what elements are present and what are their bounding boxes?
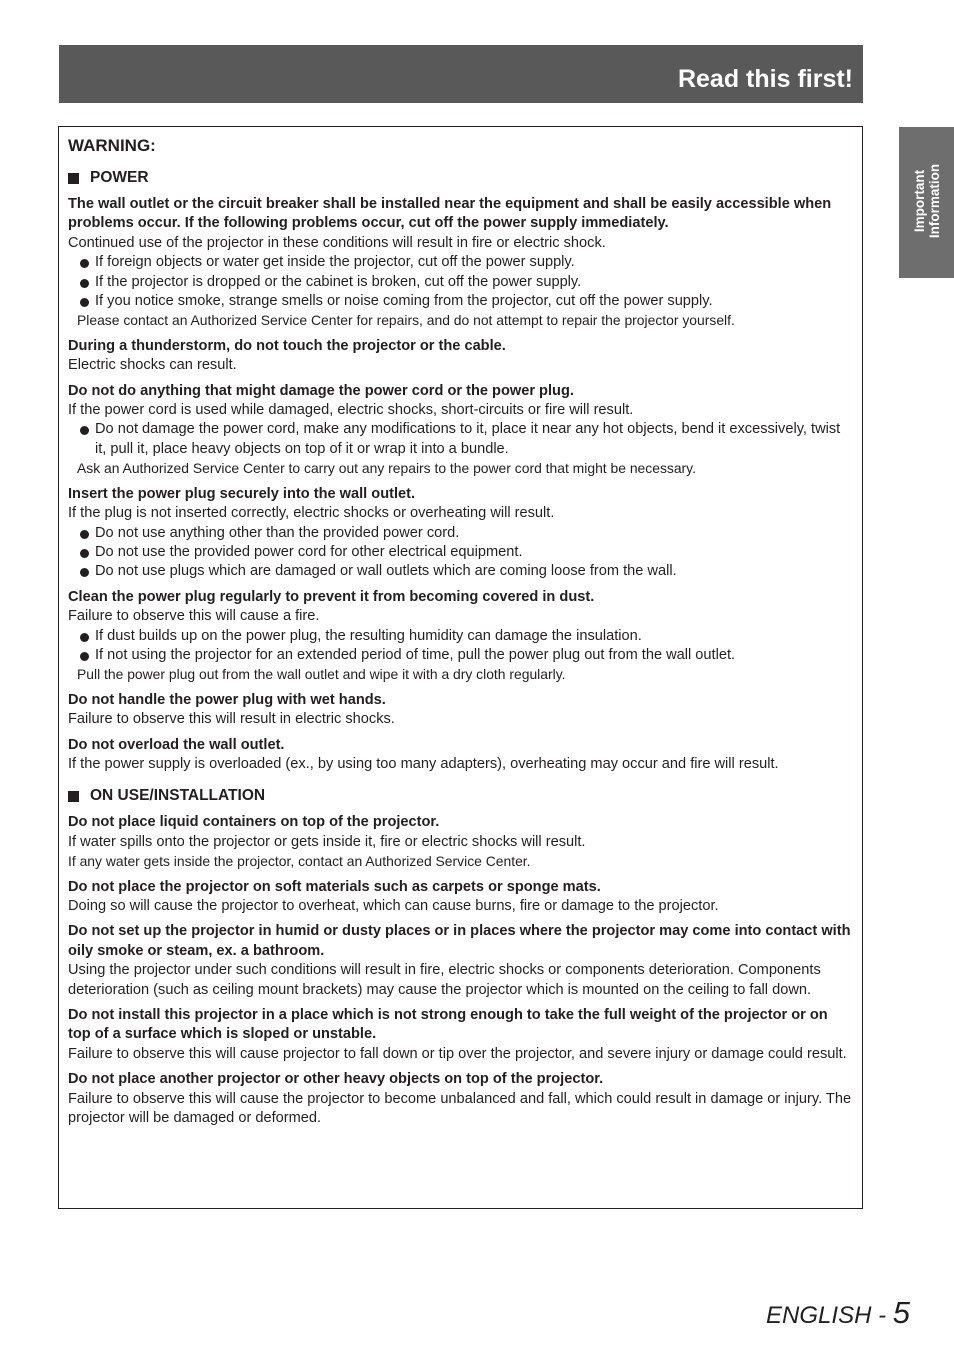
- warning-item: [68, 588, 854, 685]
- warning-item-heading: Do not overload the wall outlet.: [68, 736, 285, 753]
- warning-item-heading: Do not place liquid containers on top of the projector.: [68, 814, 440, 831]
- warning-item: [68, 878, 854, 917]
- footer-language: ENGLISH -: [766, 1302, 893, 1329]
- warning-item-note: Pull the power plug out from the wall outlet and wipe it with a dry cloth regularly.: [77, 666, 566, 683]
- side-tab: [899, 127, 954, 278]
- warning-item-heading: The wall outlet or the circuit breaker shall be installed near the equipment and shall be easily accessible when problems occur. If the following problems occur, cut off the power supply immediately.: [68, 196, 832, 232]
- use-items: [68, 813, 854, 1128]
- warning-item: [68, 736, 854, 775]
- header-bar: [59, 45, 863, 103]
- power-items: [68, 195, 854, 774]
- warning-item-text: Failure to observe this will cause projector to fall down or tip over the projector, and severe injury or damage could result.: [68, 1045, 847, 1062]
- bullet-item: If dust builds up on the power plug, the resulting humidity can damage the insulation.: [68, 627, 854, 646]
- page-number: 5: [892, 1295, 910, 1330]
- warning-item-text: If the power supply is overloaded (ex., by using too many adapters), overheating may occur and fire will result.: [68, 755, 779, 772]
- side-tab-line2: Information: [927, 163, 942, 239]
- side-tab-line1: Important: [912, 169, 927, 233]
- bullet-item: If not using the projector for an extended period of time, pull the power plug out from the wall outlet.: [68, 646, 854, 665]
- warning-item-text: If water spills onto the projector or gets inside it, fire or electric shocks will result.: [68, 833, 586, 850]
- warning-item-text: If the power cord is used while damaged, electric shocks, short-circuits or fire will result.: [68, 402, 634, 419]
- section-heading-power: POWER: [68, 169, 854, 187]
- bullet-item: If you notice smoke, strange smells or noise coming from the projector, cut off the power supply.: [68, 292, 854, 311]
- warning-item: [68, 485, 854, 582]
- warning-item-heading: Do not set up the projector in humid or dusty places or in places where the projector may come into contact with oily smoke or steam, ex. a bathroom.: [68, 923, 851, 959]
- warning-item: [68, 382, 854, 479]
- bullet-item: Do not use the provided power cord for other electrical equipment.: [68, 543, 854, 562]
- warning-title: WARNING:: [68, 136, 156, 155]
- warning-item-text: Continued use of the projector in these conditions will result in fire or electric shock.: [68, 234, 606, 251]
- square-bullet-icon: [68, 173, 79, 184]
- page-footer: [766, 1295, 910, 1334]
- warning-box: [58, 126, 863, 1209]
- warning-item: [68, 922, 854, 1000]
- square-bullet-icon: [68, 791, 79, 802]
- warning-item-note: If any water gets inside the projector, contact an Authorized Service Center.: [68, 853, 531, 870]
- warning-item: [68, 1006, 854, 1064]
- warning-item-heading: Do not install this projector in a place which is not strong enough to take the full weight of the projector or on top of a surface which is sloped or unstable.: [68, 1007, 828, 1043]
- warning-item: [68, 813, 854, 871]
- bullet-item: Do not damage the power cord, make any modifications to it, place it near any hot objects, bend it excessively, twist it, pull it, place heavy objects on top of it or wrap it into a bundle.: [68, 420, 854, 459]
- bullet-item: Do not use plugs which are damaged or wall outlets which are coming loose from the wall.: [68, 562, 854, 581]
- warning-item-note: Please contact an Authorized Service Center for repairs, and do not attempt to repair the projector yourself.: [77, 312, 735, 329]
- warning-item-text: Using the projector under such conditions will result in fire, electric shocks or components deterioration. Components deterioration (such as ceiling mount brackets) may cause the projector which is mounted on the ceiling to fall down.: [68, 962, 821, 998]
- warning-item: [68, 337, 854, 376]
- warning-item-text: If the plug is not inserted correctly, electric shocks or overheating will result.: [68, 505, 555, 522]
- warning-item-text: Electric shocks can result.: [68, 357, 237, 374]
- warning-item-heading: During a thunderstorm, do not touch the projector or the cable.: [68, 337, 506, 354]
- warning-item-heading: Do not do anything that might damage the power cord or the power plug.: [68, 382, 574, 399]
- warning-item-heading: Do not handle the power plug with wet hands.: [68, 691, 386, 708]
- warning-item-note: Ask an Authorized Service Center to carry out any repairs to the power cord that might be necessary.: [77, 460, 696, 477]
- warning-item-text: Doing so will cause the projector to overheat, which can cause burns, fire or damage to the projector.: [68, 898, 719, 914]
- warning-item-heading: Do not place the projector on soft materials such as carpets or sponge mats.: [68, 878, 601, 895]
- section-heading-use: ON USE/INSTALLATION: [68, 787, 854, 805]
- warning-item-text: Failure to observe this will cause a fire.: [68, 608, 320, 625]
- warning-item: [68, 1070, 854, 1128]
- warning-item-text: Failure to observe this will cause the projector to become unbalanced and fall, which could result in damage or injury. The projector will be damaged or deformed.: [68, 1090, 852, 1127]
- warning-item: [68, 195, 854, 331]
- warning-item: [68, 691, 854, 730]
- page-title: Read this first!: [677, 65, 853, 93]
- warning-item-heading: Clean the power plug regularly to prevent it from becoming covered in dust.: [68, 588, 595, 605]
- warning-content: [68, 127, 854, 1128]
- warning-item-heading: Do not place another projector or other heavy objects on top of the projector.: [68, 1071, 604, 1088]
- bullet-item: If the projector is dropped or the cabinet is broken, cut off the power supply.: [68, 273, 854, 292]
- bullet-item: If foreign objects or water get inside the projector, cut off the power supply.: [68, 253, 854, 272]
- warning-item-text: Failure to observe this will result in electric shocks.: [68, 711, 395, 728]
- side-tab-label: [904, 127, 950, 275]
- warning-item-heading: Insert the power plug securely into the wall outlet.: [68, 485, 416, 502]
- bullet-item: Do not use anything other than the provided power cord.: [68, 524, 854, 543]
